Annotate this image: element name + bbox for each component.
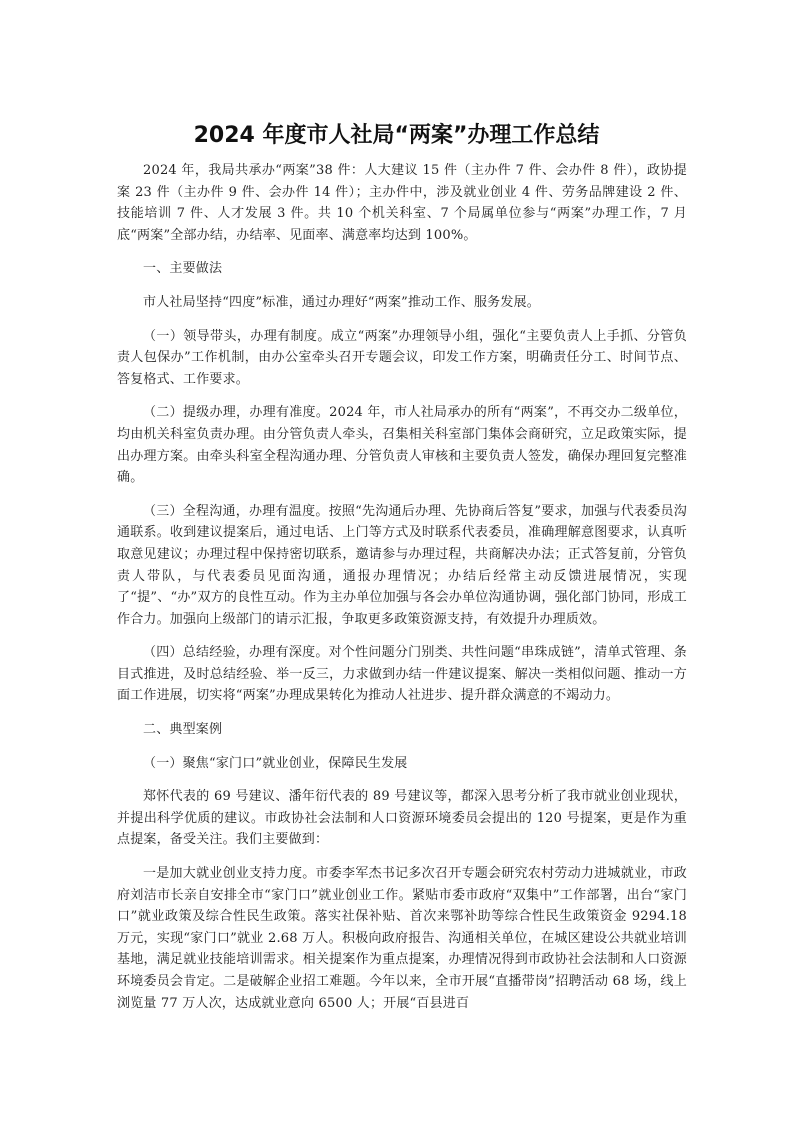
practice-2-paragraph: （二）提级办理，办理有准度。2024 年，市人社局承办的所有“两案”，不再交办二级单位，均由机关科室负责办理。由分管负责人牵头，召集相关科室部门集体会商研究，立足政策实际，提出办理方案。由牵头科室全程沟通办理、分管负责人审核和主要负责人签发，确保办理回复完整准确。 bbox=[117, 405, 687, 486]
section-heading-typical-cases: 二、典型案例 bbox=[143, 722, 223, 738]
case-1-heading: （一）聚焦“家门口”就业创业，保障民生发展 bbox=[143, 755, 408, 771]
practice-1-paragraph: （一）领导带头，办理有制度。成立“两案”办理领导小组，强化“主要负责人上手抓、分管负责人包保办”工作机制，由办公室牵头召开专题会议，印发工作方案，明确责任分工、时间节点、答复格式、工作要求。 bbox=[117, 328, 687, 387]
section-heading-main-practices: 一、主要做法 bbox=[143, 261, 223, 277]
practice-3-paragraph: （三）全程沟通，办理有温度。按照“先沟通后办理、先协商后答复”要求，加强与代表委员沟通联系。收到建议提案后，通过电话、上门等方式及时联系代表委员，准确理解意图要求，认真听取意见建议；办理过程中保持密切联系，邀请参与办理过程，共商解决办法；正式答复前，分管负责人带队，与代表委员见面沟通，通报办理情况；办结后经常主动反馈进展情况，实现了“提”、“办”双方的良性互动。作为主办单位加强与各会办单位沟通协调，强化部门协同，形成工作合力。加强向上级部门的请示汇报，争取更多政策资源支持，有效提升办理质效。 bbox=[117, 503, 687, 627]
document-title: 2024 年度市人社局“两案”办理工作总结 bbox=[193, 123, 600, 148]
intro-paragraph: 2024 年，我局共承办“两案”38 件：人大建议 15 件（主办件 7 件、会办件 8 件），政协提案 23 件（主办件 9 件、会办件 14 件）；主办件中，涉及就业创业 4 件、劳务品牌建设 2 件、技能培训 7 件、人才发展 3 件。共 10 个机关科室、7 个局属单位参与“两案”办理工作，7 月底“两案”全部办结，办结率、见面率、满意率均达到 100%。 bbox=[117, 163, 687, 243]
practices-intro-paragraph: 市人社局坚持“四度”标准，通过办理好“两案”推动工作、服务发展。 bbox=[143, 294, 540, 310]
case-1-intro-paragraph: 郑怀代表的 69 号建议、潘年衍代表的 89 号建议等，都深入思考分析了我市就业创业现状，并提出科学优质的建议。市政协社会法制和人口资源环境委员会提出的 120 号提案，更是作为重点提案，备受关注。我们主要做到： bbox=[117, 789, 687, 848]
document-body bbox=[117, 160, 687, 1026]
case-1-measures-paragraph: 一是加大就业创业支持力度。市委李军杰书记多次召开专题会研究农村劳动力进城就业，市政府刘洁市长亲自安排全市“家门口”就业创业工作。紧贴市委市政府“双集中”工作部署，出台“家门口”就业政策及综合性民生政策。落实社保补贴、首次来鄂补助等综合性民生政策资金 9294.18 万元，实现“家门口”就业 2.68 万人。积极向政府报告、沟通相关单位，在城区建设公共就业培训基地，满足就业技能培训需求。相关提案作为重点提案，办理情况得到市政协社会法制和人口资源环境委员会肯定。二是破解企业招工难题。今年以来，全市开展“直播带岗”招聘活动 68 场，线上浏览量 77 万人次，达成就业意向 6500 人；开展“百县进百 bbox=[117, 866, 687, 1011]
practice-4-paragraph: （四）总结经验，办理有深度。对个性问题分门别类、共性问题“串珠成链”，清单式管理、条目式推进，及时总结经验、举一反三，力求做到办结一件建议提案、解决一类相似问题、推动一方面工作进展，切实将“两案”办理成果转化为推动人社进步、提升群众满意的不竭动力。 bbox=[117, 645, 687, 704]
